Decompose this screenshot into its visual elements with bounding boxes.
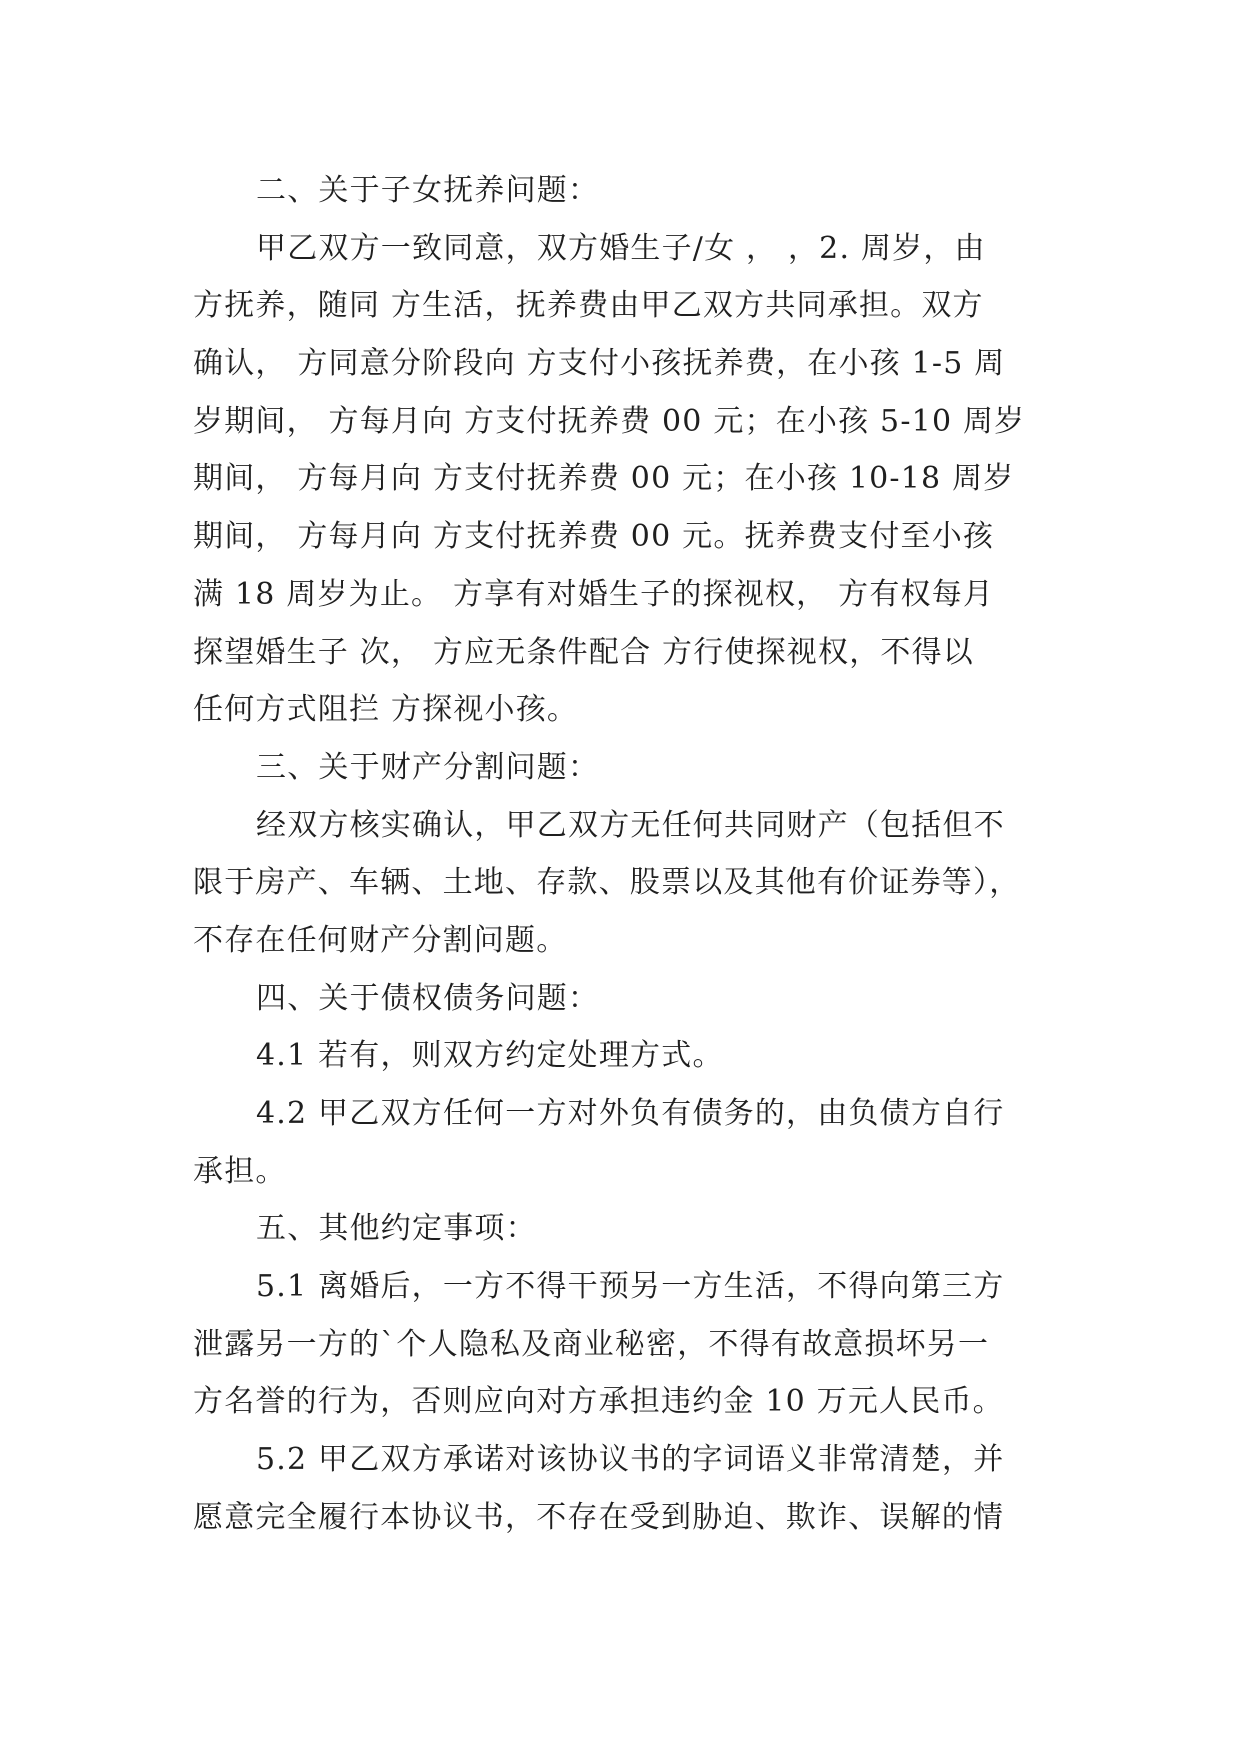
section-heading-other-matters: 五、其他约定事项： [256,1211,537,1247]
paragraph-line: 岁期间， 方每月向 方支付抚养费 00 元；在小孩 5-10 周岁 [193,403,1026,439]
paragraph-line: 方名誉的行为，否则应向对方承担违约金 10 万元人民币。 [193,1384,1004,1420]
paragraph-line: 不存在任何财产分割问题。 [193,922,568,958]
paragraph-line: 方抚养，随同 方生活，抚养费由甲乙双方共同承担。双方 [193,288,984,324]
paragraph-line: 探望婚生子 次， 方应无条件配合 方行使探视权，不得以 [193,634,975,670]
paragraph-line: 限于房产、车辆、土地、存款、股票以及其他有价证券等）， [193,865,1021,901]
paragraph-line: 确认， 方同意分阶段向 方支付小孩抚养费，在小孩 1-5 周 [193,346,1006,382]
section-heading-property-division: 三、关于财产分割问题： [256,749,600,785]
section-heading-child-custody: 二、关于子女抚养问题： [256,173,600,208]
paragraph-line: 甲乙双方一致同意，双方婚生子/女 ， ，2. 周岁，由 [256,230,986,266]
paragraph-line: 愿意完全履行本协议书，不存在受到胁迫、欺诈、误解的情 [193,1499,1005,1535]
paragraph-line: 期间， 方每月向 方支付抚养费 00 元。抚养费支付至小孩 [193,519,995,555]
paragraph-line: 满 18 周岁为止。 方享有对婚生子的探视权， 方有权每月 [193,576,995,612]
paragraph-line: 泄露另一方的`个人隐私及商业秘密，不得有故意损坏另一 [193,1326,990,1362]
paragraph-line: 5.2 甲乙双方承诺对该协议书的字词语义非常清楚，并 [256,1442,1005,1478]
paragraph-line: 任何方式阻拦 方探视小孩。 [193,692,579,728]
document-body [193,162,1053,1547]
paragraph-line: 5.1 离婚后，一方不得干预另一方生活，不得向第三方 [256,1269,1005,1305]
paragraph-line: 4.1 若有，则双方约定处理方式。 [256,1038,724,1074]
section-heading-debts: 四、关于债权债务问题： [256,980,600,1016]
paragraph-line: 承担。 [193,1153,287,1189]
paragraph-line: 4.2 甲乙双方任何一方对外负有债务的，由负债方自行 [256,1096,1005,1131]
paragraph-line: 经双方核实确认，甲乙双方无任何共同财产（包括但不 [256,807,1005,843]
paragraph-line: 期间， 方每月向 方支付抚养费 00 元；在小孩 10-18 周岁 [193,461,1015,497]
